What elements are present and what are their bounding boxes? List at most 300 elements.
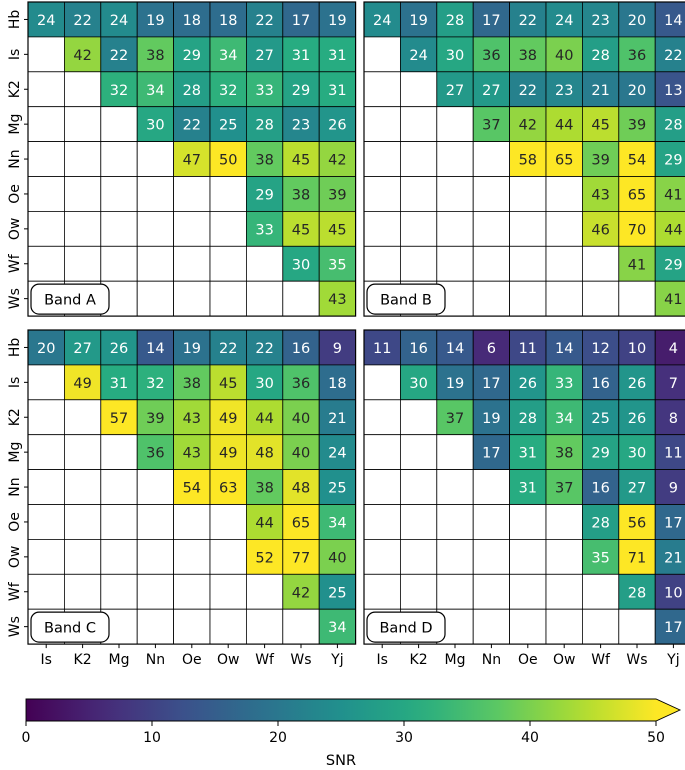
cell-value-label: 25 xyxy=(591,410,610,427)
cell-value-label: 31 xyxy=(518,480,538,497)
empty-cell xyxy=(473,177,509,212)
cell-value-label: 24 xyxy=(554,12,574,29)
empty-cell xyxy=(510,246,546,281)
colorbar-tick-label: 10 xyxy=(143,730,161,746)
cell-value-label: 39 xyxy=(627,117,647,134)
empty-cell xyxy=(619,609,655,644)
cell-value-label: 19 xyxy=(482,410,501,427)
y-tick-label: Is xyxy=(7,376,23,389)
cell-value-label: 23 xyxy=(591,12,610,29)
x-tick-label: Wf xyxy=(591,652,610,669)
empty-cell xyxy=(174,609,210,644)
x-tick-label: Ow xyxy=(216,652,240,669)
cell-value-label: 45 xyxy=(291,222,311,239)
empty-cell xyxy=(246,246,282,281)
cell-value-label: 29 xyxy=(182,47,202,64)
empty-cell xyxy=(210,505,246,540)
y-tick-label: Ow xyxy=(7,545,23,569)
empty-cell xyxy=(64,435,100,470)
cell-value-label: 31 xyxy=(328,47,347,64)
empty-cell xyxy=(64,539,100,574)
cell-value-label: 33 xyxy=(255,222,274,239)
y-tick-label: Mg xyxy=(7,113,23,135)
cell-value-label: 34 xyxy=(146,82,165,99)
empty-cell xyxy=(437,246,473,281)
empty-cell xyxy=(437,435,473,470)
cell-value-label: 54 xyxy=(627,152,647,169)
empty-cell xyxy=(473,281,509,316)
empty-cell xyxy=(174,246,210,281)
empty-cell xyxy=(210,177,246,212)
empty-cell xyxy=(582,246,618,281)
cell-value-label: 22 xyxy=(518,82,538,99)
empty-cell xyxy=(400,107,436,142)
empty-cell xyxy=(137,574,173,609)
cell-value-label: 57 xyxy=(109,410,129,427)
empty-cell xyxy=(400,211,436,246)
cell-value-label: 49 xyxy=(218,410,238,427)
empty-cell xyxy=(546,539,582,574)
cell-value-label: 11 xyxy=(372,340,392,357)
empty-cell xyxy=(400,574,436,609)
heatmap-panels xyxy=(7,2,685,668)
y-tick-label: Ws xyxy=(7,288,23,310)
empty-cell xyxy=(364,142,400,177)
cell-value-label: 71 xyxy=(627,550,647,567)
empty-cell xyxy=(101,246,137,281)
empty-cell xyxy=(582,609,618,644)
cell-value-label: 30 xyxy=(146,117,165,134)
cell-value-label: 35 xyxy=(328,257,347,274)
cell-value-label: 39 xyxy=(146,410,165,427)
empty-cell xyxy=(101,177,137,212)
cell-value-label: 38 xyxy=(518,47,538,64)
cell-value-label: 27 xyxy=(255,47,274,64)
cell-value-label: 49 xyxy=(218,445,238,462)
empty-cell xyxy=(64,470,100,505)
cell-value-label: 22 xyxy=(109,47,129,64)
cell-value-label: 29 xyxy=(255,187,274,204)
empty-cell xyxy=(246,281,282,316)
heatmap-panel-band-a xyxy=(7,2,356,316)
empty-cell xyxy=(510,211,546,246)
x-tick-label: Yj xyxy=(667,652,680,669)
colorbar-tick-label: 0 xyxy=(21,730,31,746)
cell-value-label: 33 xyxy=(255,82,274,99)
empty-cell xyxy=(400,470,436,505)
x-tick-label: Oe xyxy=(517,652,538,669)
empty-cell xyxy=(64,574,100,609)
empty-cell xyxy=(364,470,400,505)
cell-value-label: 20 xyxy=(627,12,647,29)
cell-value-label: 43 xyxy=(328,292,347,309)
y-tick-label: Nn xyxy=(7,149,23,169)
cell-value-label: 48 xyxy=(291,480,311,497)
empty-cell xyxy=(510,574,546,609)
cell-value-label: 37 xyxy=(482,117,501,134)
empty-cell xyxy=(364,72,400,107)
empty-cell xyxy=(400,246,436,281)
cell-value-label: 28 xyxy=(518,410,538,427)
cell-value-label: 45 xyxy=(328,222,347,239)
empty-cell xyxy=(364,574,400,609)
empty-cell xyxy=(210,281,246,316)
empty-cell xyxy=(137,177,173,212)
empty-cell xyxy=(28,574,64,609)
cell-value-label: 26 xyxy=(328,117,347,134)
empty-cell xyxy=(473,574,509,609)
cell-value-label: 9 xyxy=(332,340,343,357)
cell-value-label: 16 xyxy=(291,340,311,357)
empty-cell xyxy=(437,470,473,505)
cell-value-label: 56 xyxy=(627,515,647,532)
cell-value-label: 14 xyxy=(146,340,165,357)
empty-cell xyxy=(101,142,137,177)
empty-cell xyxy=(174,505,210,540)
colorbar-extend-arrow xyxy=(656,699,680,721)
x-tick-label: K2 xyxy=(409,652,428,669)
empty-cell xyxy=(400,400,436,435)
cell-value-label: 19 xyxy=(146,12,165,29)
empty-cell xyxy=(283,281,319,316)
empty-cell xyxy=(473,246,509,281)
colorbar xyxy=(22,699,680,769)
cell-value-label: 12 xyxy=(591,340,610,357)
empty-cell xyxy=(546,246,582,281)
cell-value-label: 39 xyxy=(328,187,347,204)
y-tick-label: Hb xyxy=(7,9,23,30)
panel-label: Band D xyxy=(379,620,433,637)
empty-cell xyxy=(364,505,400,540)
empty-cell xyxy=(174,574,210,609)
empty-cell xyxy=(137,505,173,540)
empty-cell xyxy=(546,211,582,246)
cell-value-label: 13 xyxy=(664,82,683,99)
cell-value-label: 19 xyxy=(409,12,428,29)
cell-value-label: 36 xyxy=(291,375,311,392)
cell-value-label: 22 xyxy=(664,47,683,64)
cell-value-label: 14 xyxy=(664,12,683,29)
cell-value-label: 38 xyxy=(255,152,274,169)
cell-value-label: 40 xyxy=(328,550,347,567)
y-tick-label: Hb xyxy=(7,337,23,358)
cell-value-label: 48 xyxy=(255,445,274,462)
x-tick-label: K2 xyxy=(73,652,92,669)
cell-value-label: 20 xyxy=(627,82,647,99)
cell-value-label: 32 xyxy=(218,82,238,99)
cell-value-label: 10 xyxy=(627,340,647,357)
cell-value-label: 25 xyxy=(218,117,238,134)
panel-label: Band B xyxy=(380,292,432,309)
cell-value-label: 43 xyxy=(182,445,202,462)
empty-cell xyxy=(64,505,100,540)
y-tick-label: Wf xyxy=(7,582,23,602)
cell-value-label: 28 xyxy=(664,117,683,134)
cell-value-label: 31 xyxy=(328,82,347,99)
cell-value-label: 26 xyxy=(627,410,647,427)
cell-value-label: 63 xyxy=(218,480,238,497)
cell-value-label: 70 xyxy=(627,222,647,239)
cell-value-label: 22 xyxy=(255,340,274,357)
cell-value-label: 36 xyxy=(146,445,165,462)
empty-cell xyxy=(101,470,137,505)
cell-value-label: 46 xyxy=(591,222,610,239)
cell-value-label: 18 xyxy=(328,375,347,392)
empty-cell xyxy=(101,539,137,574)
empty-cell xyxy=(437,211,473,246)
cell-value-label: 26 xyxy=(518,375,538,392)
cell-value-label: 31 xyxy=(518,445,538,462)
cell-value-label: 32 xyxy=(146,375,165,392)
cell-value-label: 23 xyxy=(554,82,574,99)
empty-cell xyxy=(64,72,100,107)
cell-value-label: 40 xyxy=(291,410,311,427)
cell-value-label: 27 xyxy=(73,340,92,357)
cell-value-label: 27 xyxy=(482,82,501,99)
cell-value-label: 40 xyxy=(554,47,574,64)
cell-value-label: 37 xyxy=(445,410,465,427)
empty-cell xyxy=(400,435,436,470)
empty-cell xyxy=(546,609,582,644)
cell-value-label: 45 xyxy=(218,375,238,392)
empty-cell xyxy=(473,211,509,246)
empty-cell xyxy=(64,107,100,142)
empty-cell xyxy=(437,142,473,177)
empty-cell xyxy=(473,609,509,644)
cell-value-label: 28 xyxy=(255,117,274,134)
cell-value-label: 43 xyxy=(591,187,610,204)
y-tick-label: Oe xyxy=(7,184,23,204)
cell-value-label: 31 xyxy=(109,375,129,392)
cell-value-label: 9 xyxy=(668,480,679,497)
cell-value-label: 11 xyxy=(518,340,538,357)
cell-value-label: 22 xyxy=(182,117,202,134)
empty-cell xyxy=(473,142,509,177)
heatmap-panel-band-b xyxy=(364,2,685,316)
cell-value-label: 24 xyxy=(372,12,392,29)
cell-value-label: 27 xyxy=(445,82,465,99)
cell-value-label: 65 xyxy=(291,515,311,532)
cell-value-label: 36 xyxy=(627,47,647,64)
empty-cell xyxy=(28,37,64,72)
empty-cell xyxy=(101,211,137,246)
empty-cell xyxy=(364,435,400,470)
cell-value-label: 30 xyxy=(627,445,647,462)
empty-cell xyxy=(64,400,100,435)
empty-cell xyxy=(137,609,173,644)
empty-cell xyxy=(437,505,473,540)
cell-value-label: 11 xyxy=(664,445,683,462)
cell-value-label: 29 xyxy=(591,445,610,462)
empty-cell xyxy=(364,365,400,400)
empty-cell xyxy=(137,142,173,177)
cell-value-label: 34 xyxy=(554,410,574,427)
cell-value-label: 18 xyxy=(218,12,238,29)
panel-label: Band A xyxy=(44,292,96,309)
empty-cell xyxy=(510,281,546,316)
cell-value-label: 40 xyxy=(291,445,311,462)
empty-cell xyxy=(28,72,64,107)
cell-value-label: 29 xyxy=(664,257,683,274)
empty-cell xyxy=(137,211,173,246)
cell-value-label: 52 xyxy=(255,550,274,567)
cell-value-label: 30 xyxy=(409,375,428,392)
colorbar-tick-label: 50 xyxy=(647,730,665,746)
empty-cell xyxy=(28,246,64,281)
empty-cell xyxy=(210,609,246,644)
empty-cell xyxy=(437,539,473,574)
cell-value-label: 34 xyxy=(218,47,238,64)
cell-value-label: 36 xyxy=(482,47,501,64)
cell-value-label: 21 xyxy=(591,82,610,99)
cell-value-label: 26 xyxy=(109,340,129,357)
y-tick-label: Wf xyxy=(7,254,23,274)
colorbar-tick-label: 20 xyxy=(269,730,287,746)
y-tick-label: Oe xyxy=(7,512,23,532)
empty-cell xyxy=(400,72,436,107)
cell-value-label: 21 xyxy=(328,410,347,427)
empty-cell xyxy=(28,435,64,470)
empty-cell xyxy=(28,211,64,246)
cell-value-label: 24 xyxy=(109,12,129,29)
cell-value-label: 37 xyxy=(554,480,574,497)
cell-value-label: 34 xyxy=(328,620,347,637)
cell-value-label: 17 xyxy=(664,515,683,532)
cell-value-label: 50 xyxy=(218,152,238,169)
cell-value-label: 16 xyxy=(591,375,610,392)
empty-cell xyxy=(101,505,137,540)
cell-value-label: 21 xyxy=(664,550,683,567)
empty-cell xyxy=(510,177,546,212)
cell-value-label: 6 xyxy=(486,340,497,357)
empty-cell xyxy=(210,246,246,281)
y-tick-label: Ow xyxy=(7,217,23,241)
y-tick-label: Is xyxy=(7,48,23,61)
cell-value-label: 42 xyxy=(328,152,347,169)
y-tick-label: Ws xyxy=(7,616,23,638)
cell-value-label: 28 xyxy=(591,515,610,532)
cell-value-label: 24 xyxy=(328,445,347,462)
cell-value-label: 25 xyxy=(328,585,347,602)
empty-cell xyxy=(364,539,400,574)
empty-cell xyxy=(619,281,655,316)
cell-value-label: 19 xyxy=(445,375,465,392)
cell-value-label: 54 xyxy=(182,480,202,497)
cell-value-label: 44 xyxy=(255,410,274,427)
y-tick-label: Mg xyxy=(7,441,23,463)
cell-value-label: 14 xyxy=(445,340,465,357)
empty-cell xyxy=(28,505,64,540)
cell-value-label: 45 xyxy=(291,152,311,169)
empty-cell xyxy=(437,107,473,142)
cell-value-label: 22 xyxy=(518,12,538,29)
cell-value-label: 30 xyxy=(255,375,274,392)
empty-cell xyxy=(174,177,210,212)
cell-value-label: 32 xyxy=(109,82,129,99)
cell-value-label: 18 xyxy=(182,12,202,29)
cell-value-label: 38 xyxy=(146,47,165,64)
cell-value-label: 34 xyxy=(328,515,347,532)
cell-value-label: 17 xyxy=(291,12,311,29)
empty-cell xyxy=(364,211,400,246)
cell-value-label: 38 xyxy=(291,187,311,204)
heatmap-panel-band-c xyxy=(7,330,356,668)
cell-value-label: 65 xyxy=(627,187,647,204)
cell-value-label: 47 xyxy=(182,152,202,169)
colorbar-tick-label: 40 xyxy=(521,730,539,746)
cell-value-label: 10 xyxy=(664,585,683,602)
cell-value-label: 16 xyxy=(591,480,610,497)
cell-value-label: 44 xyxy=(664,222,683,239)
cell-value-label: 28 xyxy=(182,82,202,99)
empty-cell xyxy=(437,574,473,609)
x-tick-label: Ow xyxy=(552,652,576,669)
cell-value-label: 31 xyxy=(291,47,311,64)
x-tick-label: Yj xyxy=(331,652,344,669)
panel-label: Band C xyxy=(44,620,96,637)
colorbar-label: SNR xyxy=(325,753,357,769)
x-tick-label: Is xyxy=(376,652,388,669)
cell-value-label: 33 xyxy=(554,375,574,392)
empty-cell xyxy=(582,574,618,609)
cell-value-label: 42 xyxy=(73,47,92,64)
empty-cell xyxy=(400,539,436,574)
cell-value-label: 38 xyxy=(554,445,574,462)
x-tick-label: Nn xyxy=(145,652,166,669)
empty-cell xyxy=(473,539,509,574)
empty-cell xyxy=(546,177,582,212)
x-tick-label: Is xyxy=(40,652,52,669)
empty-cell xyxy=(473,505,509,540)
empty-cell xyxy=(64,246,100,281)
cell-value-label: 17 xyxy=(482,12,501,29)
cell-value-label: 65 xyxy=(554,152,574,169)
empty-cell xyxy=(400,505,436,540)
cell-value-label: 43 xyxy=(182,410,202,427)
cell-value-label: 41 xyxy=(664,187,683,204)
cell-value-label: 42 xyxy=(518,117,538,134)
cell-value-label: 27 xyxy=(627,480,647,497)
empty-cell xyxy=(283,609,319,644)
empty-cell xyxy=(28,365,64,400)
cell-value-label: 42 xyxy=(291,585,311,602)
cell-value-label: 19 xyxy=(182,340,202,357)
empty-cell xyxy=(510,505,546,540)
cell-value-label: 24 xyxy=(409,47,428,64)
cell-value-label: 30 xyxy=(445,47,465,64)
y-tick-label: K2 xyxy=(7,408,23,427)
cell-value-label: 17 xyxy=(482,445,501,462)
cell-value-label: 22 xyxy=(255,12,274,29)
cell-value-label: 20 xyxy=(36,340,56,357)
empty-cell xyxy=(174,539,210,574)
empty-cell xyxy=(137,246,173,281)
empty-cell xyxy=(64,177,100,212)
empty-cell xyxy=(210,539,246,574)
cell-value-label: 38 xyxy=(255,480,274,497)
empty-cell xyxy=(210,211,246,246)
empty-cell xyxy=(246,574,282,609)
empty-cell xyxy=(101,574,137,609)
cell-value-label: 25 xyxy=(328,480,347,497)
empty-cell xyxy=(174,281,210,316)
cell-value-label: 17 xyxy=(664,620,683,637)
y-tick-label: K2 xyxy=(7,80,23,99)
cell-value-label: 7 xyxy=(668,375,679,392)
cell-value-label: 35 xyxy=(591,550,610,567)
empty-cell xyxy=(28,539,64,574)
x-tick-label: Mg xyxy=(108,652,130,669)
